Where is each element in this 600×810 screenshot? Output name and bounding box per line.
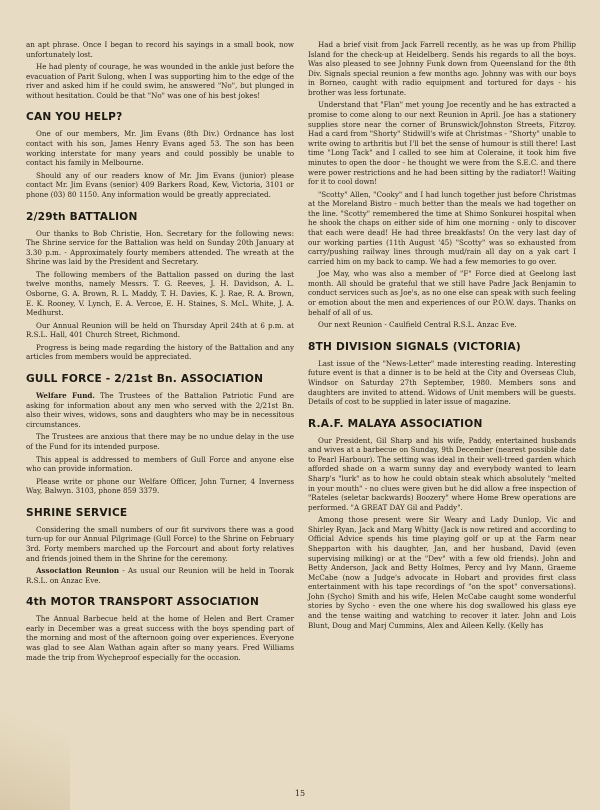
signals-heading: 8TH DIVISION SIGNALS (VICTORIA) — [308, 340, 521, 353]
left-intro-2: He had plenty of courage, he was wounded in the ankle just before the evacuation of Parit Sulong, when I was supporting him to the edge of the river and asked him if he could swim, he answered "No", but plunged in without hesitation. Could be that "No" was one of his best jokes! — [26, 62, 294, 100]
right-intro-1: Had a brief visit from Jack Farrell recently, as he was up from Phillip Island for the check-up at Heidelberg. Sends his regards to all the boys. Was also pleased to see Johnny Funk down from Queensland for the 8th Div. Signals special reunion a few months ago. Johnny was with our boys in Borneo, caught with radio equipment and tortured for days - his brother was less fortunate. — [308, 40, 576, 97]
right-column — [308, 40, 576, 665]
signals-para: Last issue of the "News-Letter" made interesting reading. Interesting future event is that a dinner is to be held at the City and Overseas Club, Windsor on Saturday 27th September, 1980. Members sons and daughters are invited to attend. Widows of Unit members will be guests. Details of cost to be supplied in later issue of magazine. — [308, 358, 576, 407]
right-intro-4: Joe May, who was also a member of "F" Force died at Geelong last month. All should be grateful that we still have Padre Jack Benjamin to conduct services such as Joe's, as no one else can speak with such feeling or emotion about the men and experiences of our P.O.W. days. Thanks on behalf of all of us. — [308, 269, 576, 317]
left-intro-1: an apt phrase. Once I began to record his sayings in a small book, now unfortunately lost. — [26, 40, 294, 59]
battalion-heading: 2/29th BATTALION — [26, 210, 138, 223]
association-reunion-runin: Association Reunion — [36, 566, 120, 576]
battalion-para-1: Our thanks to Bob Christie, Hon. Secretary for the following news: The Shrine service for the Battalion was held on Sunday 20th January at 3.30 p.m. - Approximately fourty members attended. The wreath at the Shrine was laid by the President and Secretary. — [26, 228, 294, 267]
left-column — [26, 40, 294, 665]
right-intro-2: Understand that "Flan" met young Joe recently and he has extracted a promise to come along to our next Reunion in April. Joe has a stationery supplies store near the corner of Brunswick/Johnston Streets, Fitzroy. Had a card from "Shorty" Stidwill's wife at Christmas - "Shorty" unable to write owing to arthritis but I'll bet the sense of humour is still there! Last time "Long Tack" and I called to see him at Coleraine, it took him five minutes to open the door - he thought we were from the S.E.C. and there were power restrictions and he had been sitting by the radiator!! Waiting for it to cool down! — [308, 100, 576, 187]
shrine-heading: SHRINE SERVICE — [26, 506, 128, 519]
raf-malaya-heading: R.A.F. MALAYA ASSOCIATION — [308, 417, 483, 430]
gull-force-para-3: Please write or phone our Welfare Officer, John Turner, 4 Inverness Way, Balwyn. 3103, phone 859 3379. — [26, 476, 294, 496]
motor-transport-heading: 4th MOTOR TRANSPORT ASSOCIATION — [26, 596, 260, 609]
battalion-para-3: Our Annual Reunion will be held on Thursday April 24th at 6 p.m. at R.S.L. Hall, 401 Church Street, Richmond. — [26, 320, 294, 340]
welfare-fund-runin: Welfare Fund. — [36, 391, 95, 401]
gull-force-welfare-para — [26, 391, 294, 429]
can-you-help-para-1: One of our members, Mr. Jim Evans (8th Div.) Ordnance has lost contact with his son, James Henry Evans aged 53. The son has been working interstate for many years and could possibly be unable to contact his family in Melbourne. — [26, 129, 294, 168]
gull-force-para-2: This appeal is addressed to members of Gull Force and anyone else who can provide information. — [26, 454, 294, 474]
can-you-help-para-2: Should any of our readers know of Mr. Jim Evans (junior) please contact Mr. Jim Evans (senior) 409 Barkers Road, Kew, Victoria, 3101 or phone (03) 80 1150. Any information would be greatly appreciated. — [26, 170, 294, 199]
welfare-fund-text: The Trustees of the Battalion Patriotic Fund are asking for information about any men who served with the 2/21st Bn. also their wives, widows, sons and daughters who may be in necessitous circumstances. — [26, 391, 294, 429]
can-you-help-heading: CAN YOU HELP? — [26, 111, 123, 124]
raf-malaya-para-2: Among those present were Sir Weary and Lady Dunlop, Vic and Shirley Ryan, Jack and Marg Whitty (Jack is now retired and according to Official Advice spends his time playing golf or up at the Farm near Shepparton with his daughter, Jan, and her husband, David (even supervising milking) or at the "Dev" with a few old friends). John and Betty Anderson, Jack and Betty Holmes, Percy and Ivy Mann, Graeme McCabe (now a Judge's advocate in Hobart and provides first class entertainment with his tape recordings of "on the spot" conversations). John (Sycho) Smith and his wife, Helen McCabe caught some wonderful stories by Sycho - even the one where his dog swallowed his glass eye and the tense waiting and watching to recover it later. John and Lois Blunt, Doug and Marj Cummins, Alex and Aileen Kelly. (Kelly has — [308, 515, 576, 630]
gull-force-para-1: The Trustees are anxious that there may be no undue delay in the use of the Fund for its intended purpose. — [26, 432, 294, 451]
battalion-para-2: The following members of the Battalion passed on during the last twelve months, namely Messrs. T. G. Reeves, J. H. Davidson, A. L. Osborne, G. A. Brown, R. L. Maddy, T. H. Davies, K. J. Rae, R. A. Brown, E. K. Rooney, V. Lynch, E. A. Vercoe, E. H. Staines, S. McL. White, J. A. Medhurst. — [26, 269, 294, 318]
raf-malaya-para-1: Our President, Gil Sharp and his wife, Paddy, entertained husbands and wives at a barbecue on Sunday, 9th December (nearest possible date to Pearl Harbour). The setting was ideal in their well-treed garden which afforded shade on a warm sunny day and everybody wanted to learn Sharp's "lurk" as to how he could obtain steak which absolutely "melted in your mouth" - no clues were given but he did allow a free inspection of "Rateles (seletar backwards) Boozery" where Home Brew operations are performed. "A GREAT DAY Gil and Paddy". — [308, 435, 576, 512]
shrine-para: Considering the small numbers of our fit survivors there was a good turn-up for our Annual Pilgrimage (Gull Force) to the Shrine on February 3rd. Forty members marched up the Forcourt and about forty relatives and friends joined them in the Shrine for the ceremony. — [26, 524, 294, 563]
association-reunion-text: - As usual our Reunion will be held in Toorak R.S.L. on Anzac Eve. — [26, 566, 294, 585]
right-intro-5: Our next Reunion - Caulfield Central R.S.L. Anzac Eve. — [318, 320, 517, 330]
motor-transport-para: The Annual Barbecue held at the home of Helen and Bert Cramer early in December was a great success with the boys spending part of the morning and most of the afternoon going over experiences. Everyone was glad to see Alan Wathan again after so many years. Fred Williams made the trip from Wycheproof especially for the occasion. — [26, 614, 294, 662]
gull-force-heading: GULL FORCE - 2/21st Bn. ASSOCIATION — [26, 373, 264, 386]
page-number: 15 — [294, 789, 306, 798]
right-intro-3: "Scotty" Allen, "Cooky" and I had lunch together just before Christmas at the Moreland Bistro - much better than the meals we had together on the line. "Scotty" remembered the time at Shimo Sonkurei hospital when he shook the chaps on either side of him one morning - only to discover that each were dead! He had three breakfasts! On the very last day of our working parties (11th August '45) "Scotty" was so exhausted from carry/pushing railway lines through mud/rain all day on a yak cart I carried him on my back to camp. We had a few memories to go over. — [308, 189, 576, 266]
shrine-reunion-para — [26, 566, 294, 585]
battalion-para-4: Progress is being made regarding the history of the Battalion and any articles from members would be appreciated. — [26, 342, 294, 362]
